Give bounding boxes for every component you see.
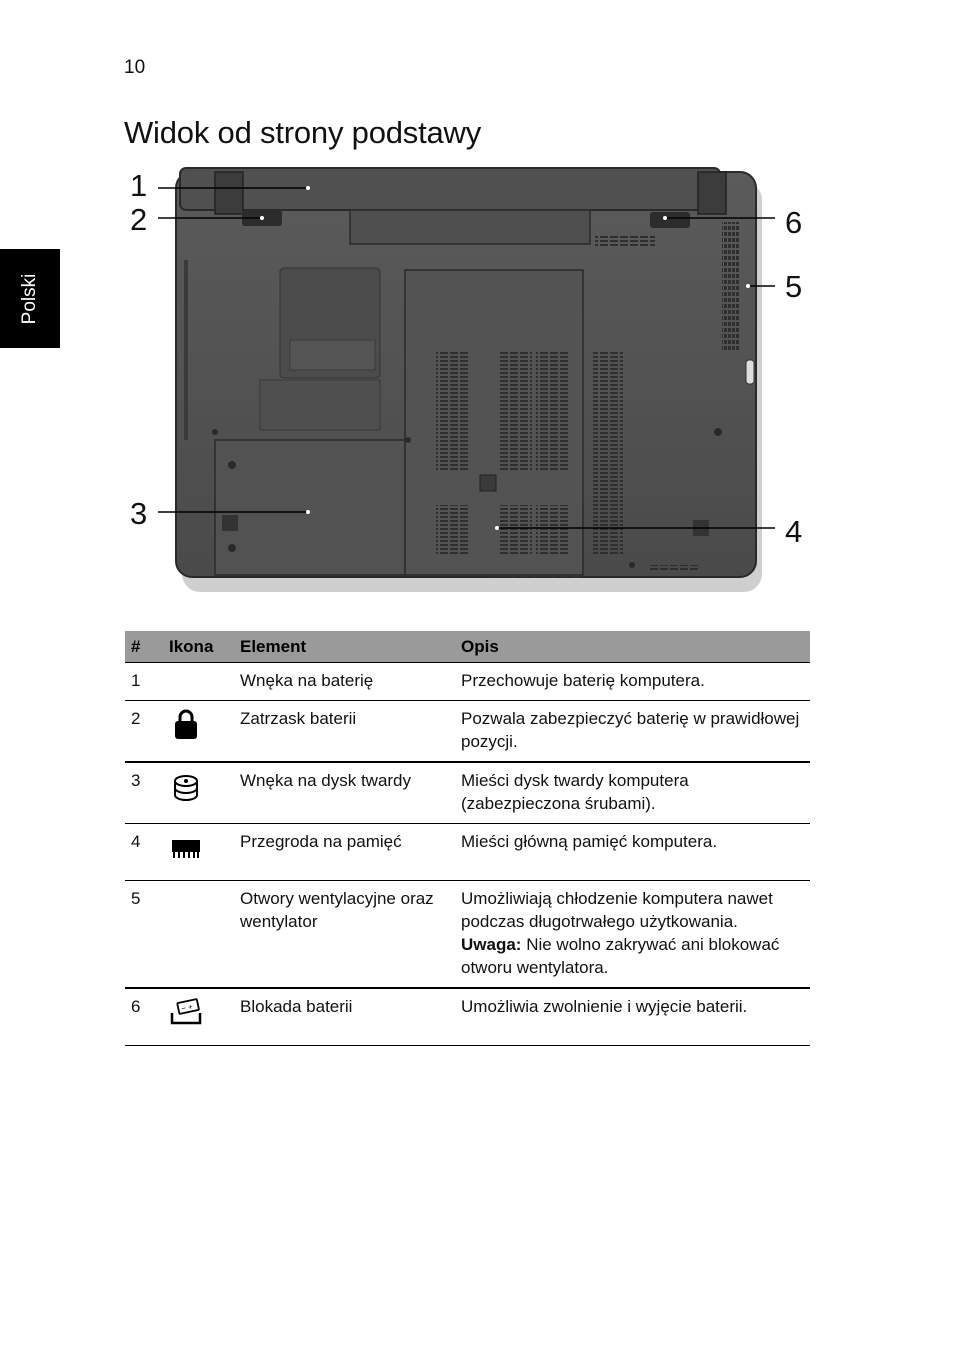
laptop-bottom-illustration bbox=[120, 160, 820, 600]
svg-text:− +: − + bbox=[180, 1002, 194, 1014]
table-row bbox=[125, 663, 810, 701]
lock-icon bbox=[169, 707, 203, 743]
row-icon-cell bbox=[163, 988, 234, 1046]
row-icon-cell bbox=[163, 824, 234, 881]
row-desc: Przechowuje baterię komputera. bbox=[455, 663, 810, 701]
page-title: Widok od strony podstawy bbox=[124, 115, 482, 150]
table-row bbox=[125, 824, 810, 881]
callout-1: 1 bbox=[130, 168, 148, 203]
row-icon-cell bbox=[163, 762, 234, 824]
row-desc: Umożliwiają chłodzenie komputera nawet podczas długotrwałego użytkowania. bbox=[461, 889, 773, 931]
header-element: Element bbox=[234, 631, 455, 663]
header-num: # bbox=[125, 631, 163, 663]
language-side-tab bbox=[0, 249, 60, 348]
header-desc: Opis bbox=[455, 631, 810, 663]
callout-5: 5 bbox=[785, 269, 803, 304]
table-header-row bbox=[125, 631, 810, 663]
row-desc: Pozwala zabezpieczyć baterię w prawidłowej pozycji. bbox=[455, 701, 810, 763]
callout-6: 6 bbox=[785, 205, 803, 240]
row-icon-cell bbox=[163, 881, 234, 989]
side-tab-label: Polski bbox=[19, 273, 40, 324]
hdd-icon bbox=[169, 769, 203, 805]
row-num: 4 bbox=[125, 824, 163, 881]
callout-3: 3 bbox=[130, 496, 148, 531]
row-num: 5 bbox=[125, 881, 163, 989]
row-element: Otwory wentylacyjne oraz wentylator bbox=[234, 881, 455, 989]
header-icon: Ikona bbox=[163, 631, 234, 663]
row-element: Zatrzask baterii bbox=[234, 701, 455, 763]
row-num: 6 bbox=[125, 988, 163, 1046]
table-row bbox=[125, 881, 810, 989]
row-icon-cell bbox=[163, 663, 234, 701]
parts-table bbox=[125, 631, 810, 1046]
row-element: Wnęka na baterię bbox=[234, 663, 455, 701]
note-label: Uwaga: bbox=[461, 935, 522, 954]
table-row bbox=[125, 762, 810, 824]
row-icon-cell bbox=[163, 701, 234, 763]
row-element: Przegroda na pamięć bbox=[234, 824, 455, 881]
page-number: 10 bbox=[124, 57, 146, 78]
row-desc-cell bbox=[455, 881, 810, 989]
row-desc: Umożliwia zwolnienie i wyjęcie baterii. bbox=[455, 988, 810, 1046]
row-element: Blokada baterii bbox=[234, 988, 455, 1046]
callout-4: 4 bbox=[785, 514, 803, 549]
table-row bbox=[125, 988, 810, 1046]
row-element: Wnęka na dysk twardy bbox=[234, 762, 455, 824]
battery-release-icon bbox=[169, 995, 203, 1031]
row-desc: Mieści główną pamięć komputera. bbox=[455, 824, 810, 881]
memory-icon bbox=[169, 830, 203, 866]
row-desc: Mieści dysk twardy komputera (zabezpieczona śrubami). bbox=[455, 762, 810, 824]
row-num: 1 bbox=[125, 663, 163, 701]
row-num: 3 bbox=[125, 762, 163, 824]
row-num: 2 bbox=[125, 701, 163, 763]
callout-2: 2 bbox=[130, 202, 148, 237]
table-row bbox=[125, 701, 810, 763]
note-text: Nie wolno zakrywać ani blokować otworu wentylatora. bbox=[461, 935, 780, 977]
